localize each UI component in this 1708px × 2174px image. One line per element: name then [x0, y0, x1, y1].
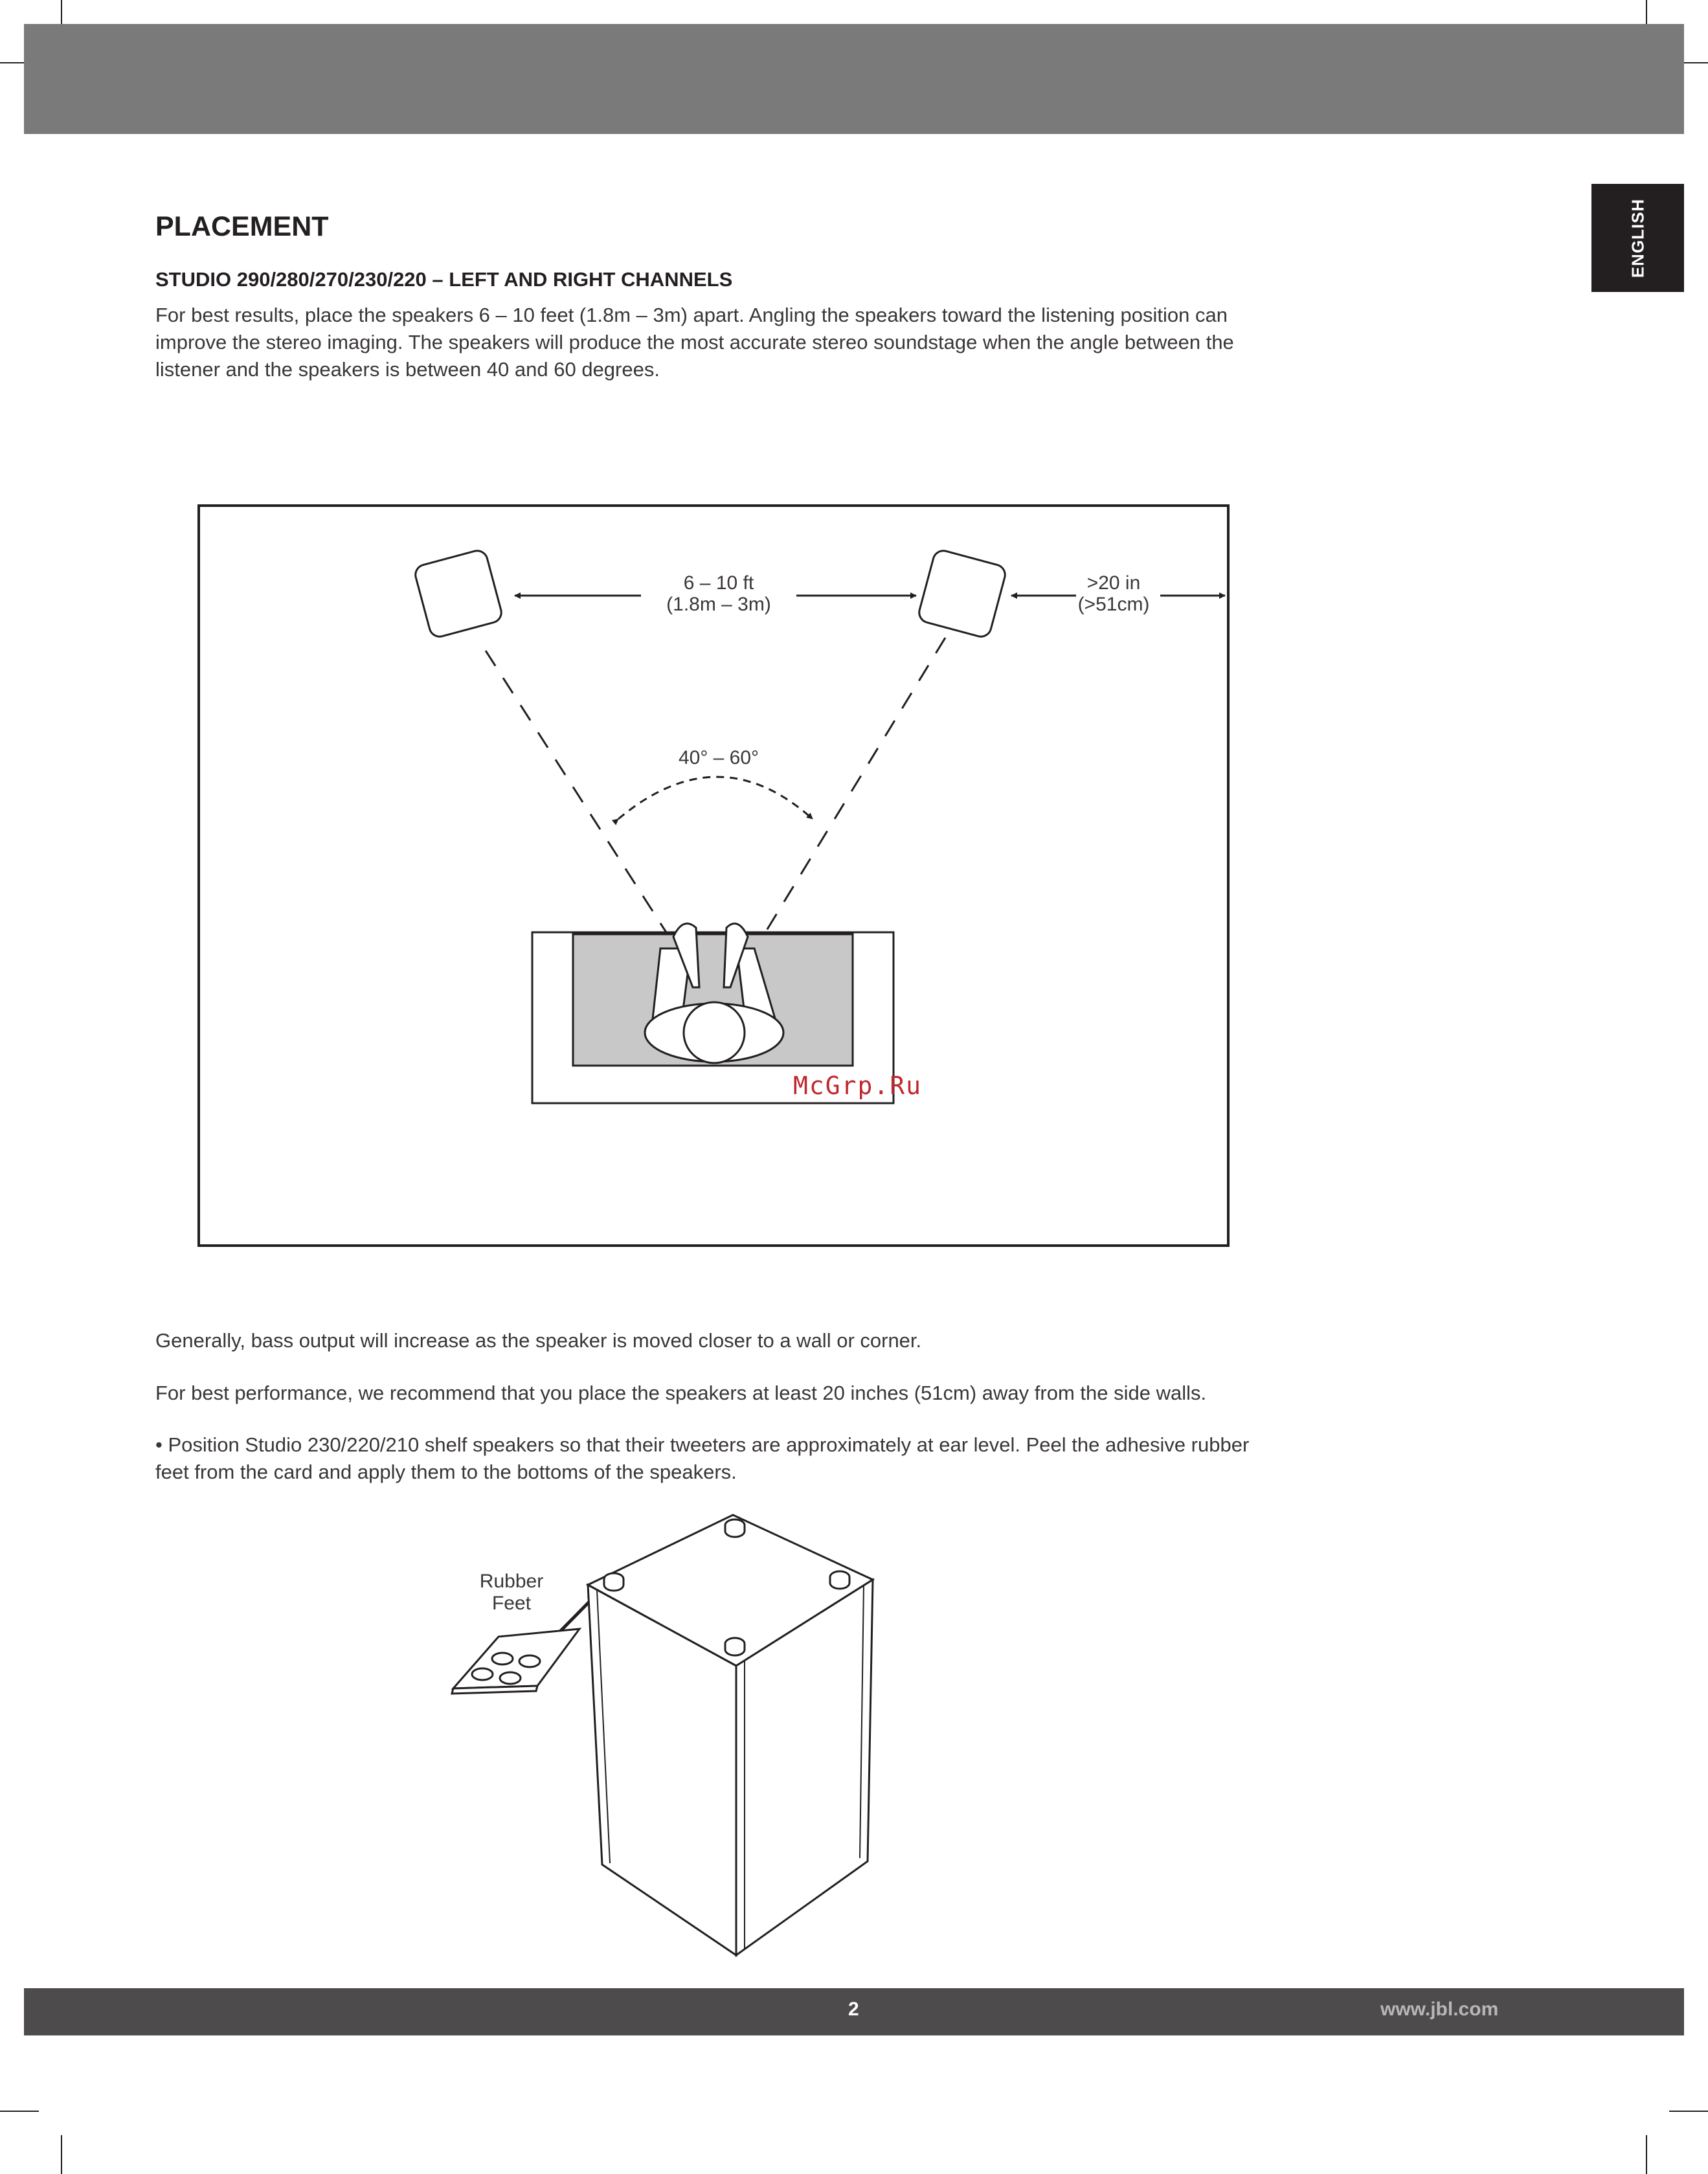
right-listening-line	[759, 638, 945, 942]
distance-label-meters: (1.8m – 3m)	[666, 594, 771, 615]
wall-label-cm: (>51cm)	[1077, 594, 1150, 615]
adhesive-card-icon	[452, 1629, 579, 1694]
crop-mark	[0, 2111, 39, 2112]
bullet-note: • Position Studio 230/220/210 shelf speakers so that their tweeters are approximately at ear level. Peel the adhesive rubber feet from the card and apply them to the bottoms of the speakers.	[155, 1433, 1250, 1483]
website-link[interactable]: www.jbl.com	[1380, 1999, 1499, 2020]
angle-label: 40° – 60°	[678, 747, 759, 768]
crop-mark	[61, 2135, 62, 2174]
page-number: 2	[848, 1999, 859, 2020]
left-listening-line	[486, 651, 677, 948]
distance-label-feet: 6 – 10 ft	[683, 572, 754, 594]
right-speaker-icon	[917, 548, 1007, 639]
header-bar	[24, 24, 1684, 134]
left-speaker-icon	[413, 548, 504, 639]
rubber-feet-label-line1: Rubber	[479, 1571, 544, 1592]
room-outline	[199, 506, 1228, 1246]
angle-arc	[618, 777, 813, 819]
crop-mark	[1646, 2135, 1647, 2174]
rubber-feet-diagram	[447, 1508, 887, 1962]
intro-paragraph: For best results, place the speakers 6 – 10 feet (1.8m – 3m) apart. Angling the speakers toward the listening position can improve the stereo imaging. The speakers will produce the most accurate stereo soundstage when the angle between the listener and the speakers is between 40 and 60 degrees.	[155, 304, 1234, 381]
bass-note: Generally, bass output will increase as the speaker is moved closer to a wall or corner.	[155, 1329, 922, 1352]
language-tab-label: ENGLISH	[1628, 198, 1647, 278]
placement-diagram	[194, 502, 1237, 1253]
page-title: PLACEMENT	[155, 211, 329, 242]
section-subtitle: STUDIO 290/280/270/230/220 – LEFT AND RIGHT CHANNELS	[155, 268, 733, 291]
wall-note: For best performance, we recommend that you place the speakers at least 20 inches (51cm) away from the side walls.	[155, 1382, 1207, 1404]
language-tab	[1591, 184, 1684, 292]
speaker-box-icon	[588, 1515, 873, 1955]
watermark: McGrp.Ru	[793, 1071, 923, 1100]
rubber-feet-label-line2: Feet	[491, 1593, 532, 1614]
crop-mark	[1669, 2111, 1708, 2112]
wall-label-inches: >20 in	[1086, 572, 1141, 594]
